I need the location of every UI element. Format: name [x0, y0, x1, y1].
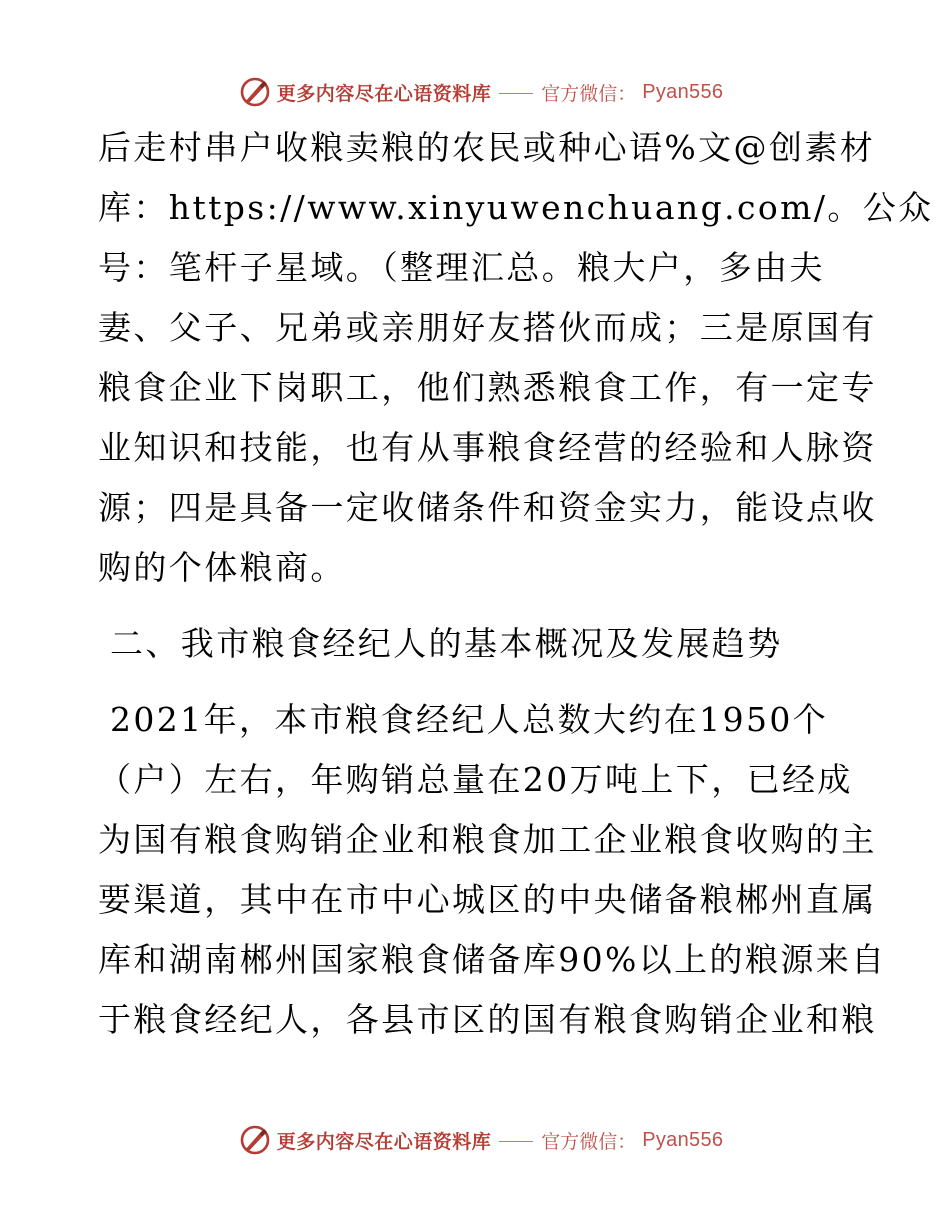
text-line: 妻、父子、兄弟或亲朋好友搭伙而成；三是原国有 [98, 308, 877, 347]
footer-watermark [0, 1120, 950, 1160]
text-line: 为国有粮食购销企业和粮食加工企业粮食收购的主 [98, 820, 877, 859]
text-line: 粮食企业下岗职工，他们熟悉粮食工作，有一定专 [98, 368, 877, 407]
watermark-dash [499, 93, 533, 94]
text-line: 库和湖南郴州国家粮食储备库90%以上的粮源来自 [98, 940, 887, 979]
watermark-sub-text: 官方微信： [541, 82, 637, 105]
watermark-sub-text: 官方微信： [541, 1130, 637, 1153]
text-line: 库：https://www.xinyuwenchuang.com/。公众 [98, 188, 934, 227]
pen-logo-icon [239, 76, 271, 108]
header-watermark [0, 72, 950, 112]
paragraph-1 [98, 118, 934, 598]
text-line: （户）左右，年购销总量在20万吨上下，已经成 [98, 760, 853, 799]
watermark-dash [499, 1141, 533, 1142]
text-line: 号：笔杆子星域。（整理汇总。粮大户，多由夫 [98, 248, 825, 287]
watermark-main-text: 更多内容尽在心语资料库 [276, 1130, 492, 1153]
watermark-main-text: 更多内容尽在心语资料库 [276, 82, 492, 105]
document-body [98, 118, 934, 1050]
text-line: 业知识和技能，也有从事粮食经营的经验和人脉资 [98, 428, 877, 467]
text-line: 2021年，本市粮食经纪人总数大约在1950个 [110, 700, 829, 739]
watermark-wechat-id: Pyan556 [642, 1128, 724, 1151]
pen-logo-icon [239, 1124, 271, 1156]
watermark-group [239, 1124, 724, 1156]
text-line: 后走村串户收粮卖粮的农民或种心语%文@创素材 [98, 128, 876, 167]
paragraph-2 [98, 690, 887, 1050]
text-line: 于粮食经纪人，各县市区的国有粮食购销企业和粮 [98, 1000, 877, 1039]
text-line: 要渠道，其中在市中心城区的中央储备粮郴州直属 [98, 880, 877, 919]
section-heading: 二、我市粮食经纪人的基本概况及发展趋势 [110, 624, 783, 663]
text-line: 购的个体粮商。 [98, 548, 346, 587]
watermark-wechat-id: Pyan556 [642, 80, 724, 103]
watermark-group [239, 76, 724, 108]
text-line: 源；四是具备一定收储条件和资金实力，能设点收 [98, 488, 877, 527]
